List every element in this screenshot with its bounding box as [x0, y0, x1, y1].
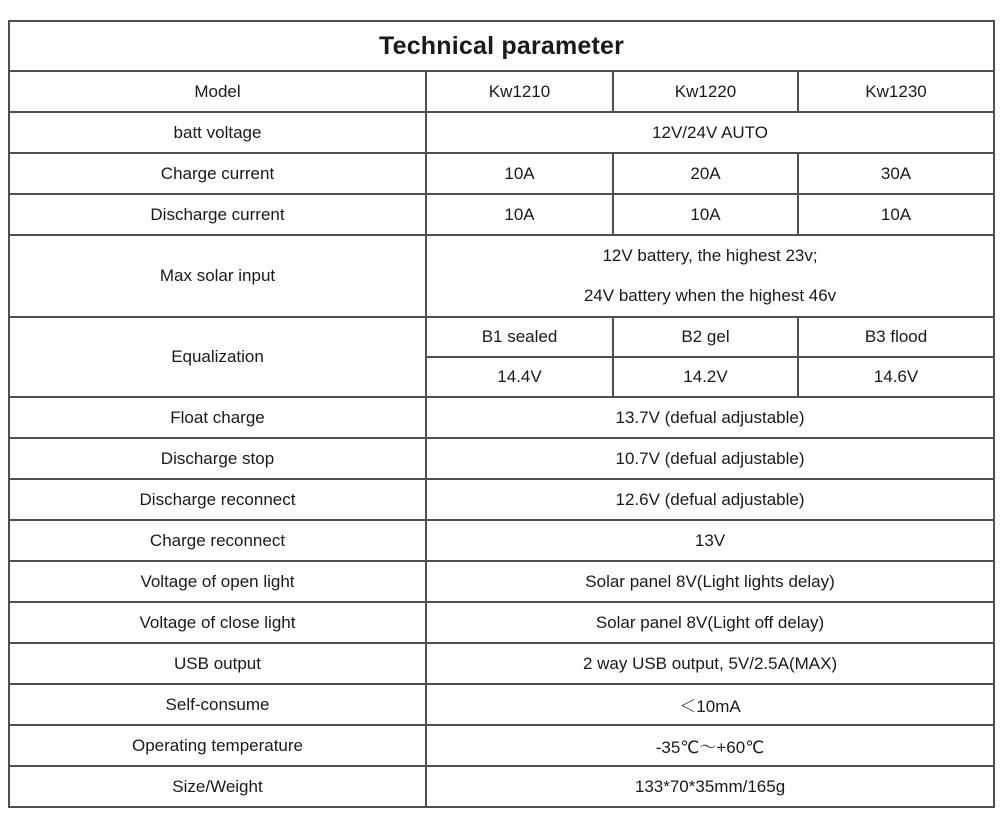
param-label-usb-output: USB output — [9, 643, 426, 684]
param-label-discharge-stop: Discharge stop — [9, 438, 426, 479]
equalization-type-b1: B1 sealed — [426, 317, 613, 357]
param-label-self-consume: Self-consume — [9, 684, 426, 725]
param-label-charge-reconnect: Charge reconnect — [9, 520, 426, 561]
param-label-operating-temperature: Operating temperature — [9, 725, 426, 766]
row-charge-reconnect — [9, 520, 994, 561]
row-voltage-open-light — [9, 561, 994, 602]
charge-current-kw1220: 20A — [613, 153, 798, 194]
model-kw1230: Kw1230 — [798, 71, 994, 112]
equalization-voltage-b3: 14.6V — [798, 357, 994, 397]
value-max-solar-input — [426, 235, 994, 317]
param-label-model: Model — [9, 71, 426, 112]
row-operating-temperature — [9, 725, 994, 766]
row-batt-voltage — [9, 112, 994, 153]
row-charge-current — [9, 153, 994, 194]
value-charge-reconnect: 13V — [426, 520, 994, 561]
equalization-type-b3: B3 flood — [798, 317, 994, 357]
param-label-size-weight: Size/Weight — [9, 766, 426, 807]
equalization-voltage-b1: 14.4V — [426, 357, 613, 397]
value-voltage-close-light: Solar panel 8V(Light off delay) — [426, 602, 994, 643]
value-usb-output: 2 way USB output, 5V/2.5A(MAX) — [426, 643, 994, 684]
model-kw1210: Kw1210 — [426, 71, 613, 112]
param-label-equalization: Equalization — [9, 317, 426, 397]
row-usb-output — [9, 643, 994, 684]
row-model — [9, 71, 994, 112]
row-discharge-reconnect — [9, 479, 994, 520]
row-size-weight — [9, 766, 994, 807]
max-solar-input-line2: 24V battery when the highest 46v — [583, 285, 837, 305]
value-discharge-reconnect: 12.6V (defual adjustable) — [426, 479, 994, 520]
param-label-max-solar-input: Max solar input — [9, 235, 426, 317]
row-max-solar-input — [9, 235, 994, 317]
row-discharge-stop — [9, 438, 994, 479]
technical-parameter-table — [8, 20, 995, 808]
value-voltage-open-light: Solar panel 8V(Light lights delay) — [426, 561, 994, 602]
row-voltage-close-light — [9, 602, 994, 643]
param-label-charge-current: Charge current — [9, 153, 426, 194]
row-discharge-current — [9, 194, 994, 235]
charge-current-kw1230: 30A — [798, 153, 994, 194]
param-label-float-charge: Float charge — [9, 397, 426, 438]
equalization-voltage-b2: 14.2V — [613, 357, 798, 397]
discharge-current-kw1230: 10A — [798, 194, 994, 235]
param-label-voltage-open-light: Voltage of open light — [9, 561, 426, 602]
row-equalization-types — [9, 317, 994, 357]
value-float-charge: 13.7V (defual adjustable) — [426, 397, 994, 438]
row-self-consume — [9, 684, 994, 725]
param-label-discharge-reconnect: Discharge reconnect — [9, 479, 426, 520]
param-label-batt-voltage: batt voltage — [9, 112, 426, 153]
value-self-consume: ＜10mA — [426, 684, 994, 725]
value-discharge-stop: 10.7V (defual adjustable) — [426, 438, 994, 479]
value-operating-temperature: -35℃～+60℃ — [426, 725, 994, 766]
param-label-voltage-close-light: Voltage of close light — [9, 602, 426, 643]
row-float-charge — [9, 397, 994, 438]
value-size-weight: 133*70*35mm/165g — [426, 766, 994, 807]
discharge-current-kw1220: 10A — [613, 194, 798, 235]
value-batt-voltage: 12V/24V AUTO — [426, 112, 994, 153]
charge-current-kw1210: 10A — [426, 153, 613, 194]
page-title: Technical parameter — [9, 21, 994, 71]
max-solar-input-line1: 12V battery, the highest 23v; — [602, 246, 818, 266]
model-kw1220: Kw1220 — [613, 71, 798, 112]
discharge-current-kw1210: 10A — [426, 194, 613, 235]
equalization-type-b2: B2 gel — [613, 317, 798, 357]
param-label-discharge-current: Discharge current — [9, 194, 426, 235]
title-row — [9, 21, 994, 71]
